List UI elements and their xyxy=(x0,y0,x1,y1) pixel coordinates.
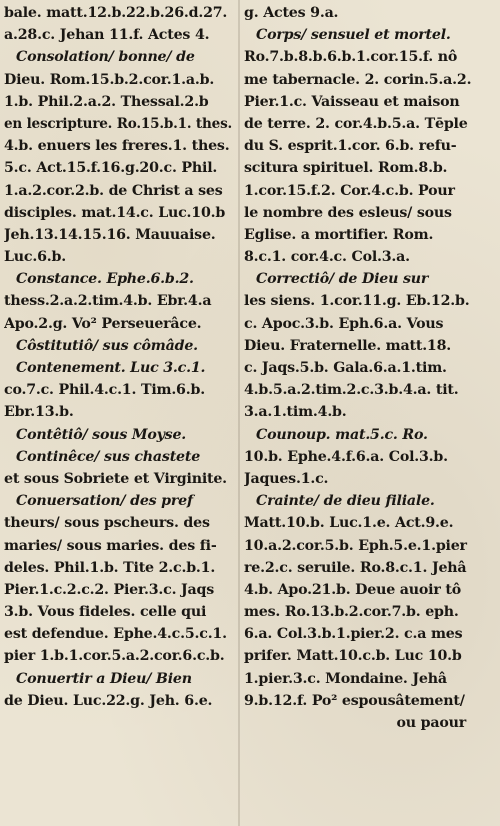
index-reference-line: 9.b.12.f. Po² espousâtement/ xyxy=(244,692,465,709)
index-reference-line: disciples. mat.14.c. Luc.10.b xyxy=(4,204,226,221)
index-reference-line: re.2.c. seruile. Ro.8.c.1. Jehâ xyxy=(244,559,467,576)
index-reference-line: pier 1.b.1.cor.5.a.2.cor.6.c.b. xyxy=(4,648,225,665)
index-reference-line: Dieu. Rom.15.b.2.cor.1.a.b. xyxy=(4,71,215,88)
index-reference-line: 4.b.5.a.2.tim.2.c.3.b.4.a. tit. xyxy=(244,382,459,399)
index-reference-line: 1.a.2.cor.2.b. de Christ a ses xyxy=(4,182,223,199)
index-reference-line: bale. matt.12.b.22.b.26.d.27. xyxy=(4,5,228,21)
index-reference-line: 1.cor.15.f.2. Cor.4.c.b. Pour xyxy=(244,182,455,199)
index-reference-line: 8.c.1. cor.4.c. Col.3.a. xyxy=(244,249,410,266)
index-entry-heading: Contenement. Luc 3.c.1. xyxy=(16,360,206,376)
index-reference-line: deles. Phil.1.b. Tite 2.c.b.1. xyxy=(4,559,216,576)
index-reference-line: et sous Sobriete et Virginite. xyxy=(4,470,227,487)
index-reference-line: 6.a. Col.3.b.1.pier.2. c.a mes xyxy=(244,626,463,643)
index-reference-line: Dieu. Fraternelle. matt.18. xyxy=(244,337,452,354)
index-entry-heading: Conuersation/ des pref xyxy=(16,493,193,510)
index-entry-heading: Corps/ sensuel et mortel. xyxy=(256,27,451,44)
index-entry-heading: Counoup. mat.5.c. Ro. xyxy=(256,426,428,443)
index-reference-line: 5.c. Act.15.f.16.g.20.c. Phil. xyxy=(4,160,218,177)
index-reference-line: le nombre des esleus/ sous xyxy=(244,204,452,221)
index-reference-line: co.7.c. Phil.4.c.1. Tim.6.b. xyxy=(4,382,205,399)
index-reference-line: 1.pier.3.c. Mondaine. Jehâ xyxy=(244,670,447,687)
index-reference-line: mes. Ro.13.b.2.cor.7.b. eph. xyxy=(244,604,459,621)
index-entry-heading: Conuertir a Dieu/ Bien xyxy=(16,670,192,687)
index-reference-line: Jaques.1.c. xyxy=(244,470,329,487)
index-entry-heading: Constance. Ephe.6.b.2. xyxy=(16,271,194,288)
left-column xyxy=(4,2,232,712)
index-reference-line: Ebr.13.b. xyxy=(4,404,74,421)
index-reference-line: Apo.2.g. Vo² Perseuerâce. xyxy=(4,315,202,332)
index-reference-line: 4.b. Apo.21.b. Deue auoir tô xyxy=(244,581,461,598)
index-entry-heading: Crainte/ de dieu filiale. xyxy=(256,493,435,510)
index-entry-heading: Correctiô/ de Dieu sur xyxy=(256,271,429,288)
index-reference-line: en lescripture. Ro.15.b.1. thes. xyxy=(4,115,233,132)
index-reference-line: Matt.10.b. Luc.1.e. Act.9.e. xyxy=(244,515,454,532)
index-reference-line: Pier.1.c.2.c.2. Pier.3.c. Jaqs xyxy=(4,581,215,598)
index-entry-heading: Contêtiô/ sous Moyse. xyxy=(16,426,187,443)
index-reference-line: thess.2.a.2.tim.4.b. Ebr.4.a xyxy=(4,293,212,310)
index-reference-line: Ro.7.b.8.b.6.b.1.cor.15.f. nô xyxy=(244,49,458,66)
index-reference-line: Jeh.13.14.15.16. Mauuaise. xyxy=(4,226,216,243)
index-reference-line: Luc.6.b. xyxy=(4,249,66,266)
index-reference-line: me tabernacle. 2. corin.5.a.2. xyxy=(244,71,472,88)
index-reference-line: c. Jaqs.5.b. Gala.6.a.1.tim. xyxy=(244,360,447,376)
index-reference-line: Pier.1.c. Vaisseau et maison xyxy=(244,93,460,110)
index-reference-line: scitura spirituel. Rom.8.b. xyxy=(244,160,448,177)
index-reference-line: de terre. 2. cor.4.b.5.a. Tēple xyxy=(244,115,468,132)
index-reference-line: theurs/ sous pscheurs. des xyxy=(4,515,210,532)
index-reference-line: les siens. 1.cor.11.g. Eb.12.b. xyxy=(244,293,470,310)
index-reference-line: Eglise. a mortifier. Rom. xyxy=(244,226,434,243)
index-reference-line: 3.b. Vous fideles. celle qui xyxy=(4,604,207,621)
column-divider xyxy=(238,0,240,826)
index-reference-line: prifer. Matt.10.c.b. Luc 10.b xyxy=(244,648,462,665)
index-entry-heading: Consolation/ bonne/ de xyxy=(16,49,195,66)
index-reference-line: 10.a.2.cor.5.b. Eph.5.e.1.pier xyxy=(244,537,467,554)
index-reference-line: du S. esprit.1.cor. 6.b. refu- xyxy=(244,138,457,155)
index-reference-line: g. Actes 9.a. xyxy=(244,5,339,21)
catchword: ou paour xyxy=(396,715,466,731)
index-reference-line: est defendue. Ephe.4.c.5.c.1. xyxy=(4,626,227,643)
index-reference-line: 10.b. Ephe.4.f.6.a. Col.3.b. xyxy=(244,448,448,465)
index-reference-line: a.28.c. Jehan 11.f. Actes 4. xyxy=(4,27,210,44)
index-entry-heading: Côstitutiô/ sus cômâde. xyxy=(16,337,198,354)
index-reference-line: 4.b. enuers les freres.1. thes. xyxy=(4,138,230,155)
index-reference-line: de Dieu. Luc.22.g. Jeh. 6.e. xyxy=(4,692,213,709)
right-column xyxy=(244,2,496,734)
index-entry-heading: Continêce/ sus chastete xyxy=(16,448,201,465)
index-reference-line: c. Apoc.3.b. Eph.6.a. Vous xyxy=(244,315,444,332)
index-reference-line: 3.a.1.tim.4.b. xyxy=(244,404,347,421)
index-reference-line: 1.b. Phil.2.a.2. Thessal.2.b xyxy=(4,93,209,110)
index-reference-line: maries/ sous maries. des fi- xyxy=(4,537,217,554)
